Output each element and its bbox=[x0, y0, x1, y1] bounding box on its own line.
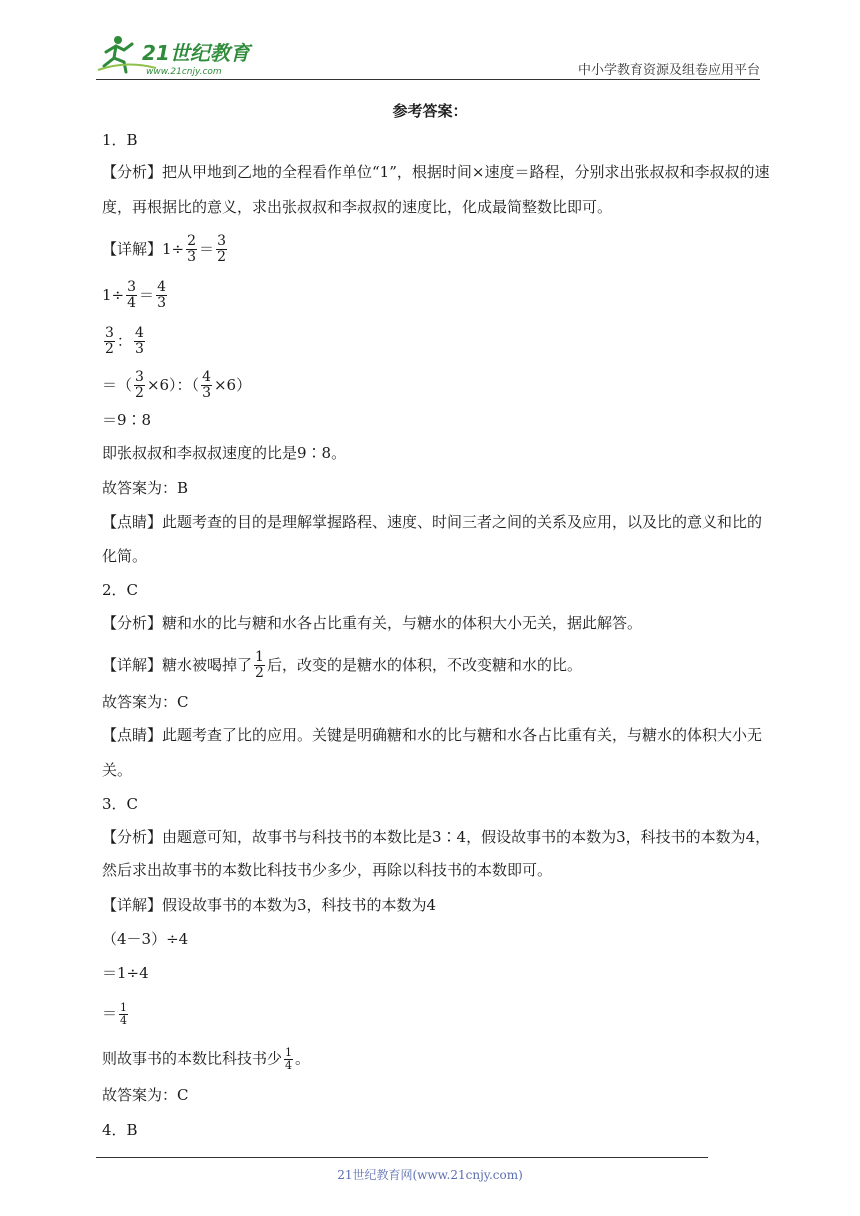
header-divider bbox=[96, 79, 760, 80]
q2-detail: 【详解】糖水被喝掉了 $\frac{1}{2}$ 后，改变的是糖水的体积，不改变糖和水的比。 bbox=[102, 649, 582, 682]
q1-detail-line4: ＝（ $\frac{3}{2}$ ×6）：（ $\frac{4}{3}$ ×6） bbox=[102, 369, 252, 402]
q2-answer: 故答案为：C bbox=[102, 693, 189, 711]
q1-detail-line2: 1÷ $\frac{3}{4}$ ＝ $\frac{4}{3}$ bbox=[102, 279, 166, 312]
svg-text:21世纪教育: 21世纪教育 bbox=[142, 41, 250, 65]
q1-analysis-line2: 度，再根据比的意义，求出张叔叔和李叔叔的速度比，化成最简整数比即可。 bbox=[102, 198, 613, 216]
q3-step3: ＝ $\frac{1}{4}$ bbox=[102, 1001, 128, 1028]
q3-answer: 故答案为：C bbox=[102, 1086, 189, 1104]
q1-answer: 故答案为：B bbox=[102, 479, 189, 497]
page-header bbox=[96, 30, 760, 82]
q1-comment-line1: 【点睛】此题考查的目的是理解掌握路程、速度、时间三者之间的关系及应用，以及比的意义和比的 bbox=[102, 513, 763, 531]
q3-step1: （4－3）÷4 bbox=[102, 930, 189, 948]
q1-detail-line5: ＝9∶8 bbox=[102, 411, 152, 429]
page-footer[interactable]: 21世纪教育网(www.21cnjy.com) bbox=[337, 1168, 523, 1182]
q3-analysis-line2: 然后求出故事书的本数比科技书少多少，再除以科技书的本数即可。 bbox=[102, 861, 553, 879]
q3-step2: ＝1÷4 bbox=[102, 964, 149, 982]
q1-detail-line3: $\frac{3}{2}$ ： $\frac{4}{3}$ bbox=[105, 325, 144, 358]
q1-detail-line6: 即张叔叔和李叔叔速度的比是9∶8。 bbox=[102, 444, 347, 462]
q2-comment-line2: 关。 bbox=[102, 761, 133, 779]
q3-conclusion: 则故事书的本数比科技书少 $\frac{1}{4}$ 。 bbox=[102, 1046, 311, 1073]
header-tagline: 中小学教育资源及组卷应用平台 bbox=[577, 63, 760, 78]
q3-detail: 【详解】假设故事书的本数为3，科技书的本数为4 bbox=[102, 896, 437, 914]
svg-text:www.21cnjy.com: www.21cnjy.com bbox=[146, 67, 222, 77]
q4-number: 4．B bbox=[102, 1121, 138, 1139]
footer-divider bbox=[96, 1157, 708, 1158]
q3-analysis-line1: 【分析】由题意可知，故事书与科技书的本数比是3∶4，假设故事书的本数为3，科技书的本数为4， bbox=[102, 828, 771, 846]
q1-comment-line2: 化简。 bbox=[102, 547, 148, 565]
q2-analysis: 【分析】糖和水的比与糖和水各占比重有关，与糖水的体积大小无关，据此解答。 bbox=[102, 614, 643, 632]
q1-number: 1．B bbox=[102, 131, 138, 149]
q2-number: 2．C bbox=[102, 581, 139, 599]
q1-analysis-line1: 【分析】把从甲地到乙地的全程看作单位“1”，根据时间×速度＝路程，分别求出张叔叔和李叔叔的速 bbox=[102, 163, 770, 181]
logo-21cnjy bbox=[96, 30, 276, 78]
q3-number: 3．C bbox=[102, 795, 139, 813]
q2-comment-line1: 【点睛】此题考查了比的应用。关键是明确糖和水的比与糖和水各占比重有关，与糖水的体积大小无 bbox=[102, 726, 763, 744]
q1-detail-line1: 【详解】1÷ $\frac{2}{3}$ ＝ $\frac{3}{2}$ bbox=[102, 233, 226, 266]
page-title: 参考答案： bbox=[392, 102, 468, 120]
